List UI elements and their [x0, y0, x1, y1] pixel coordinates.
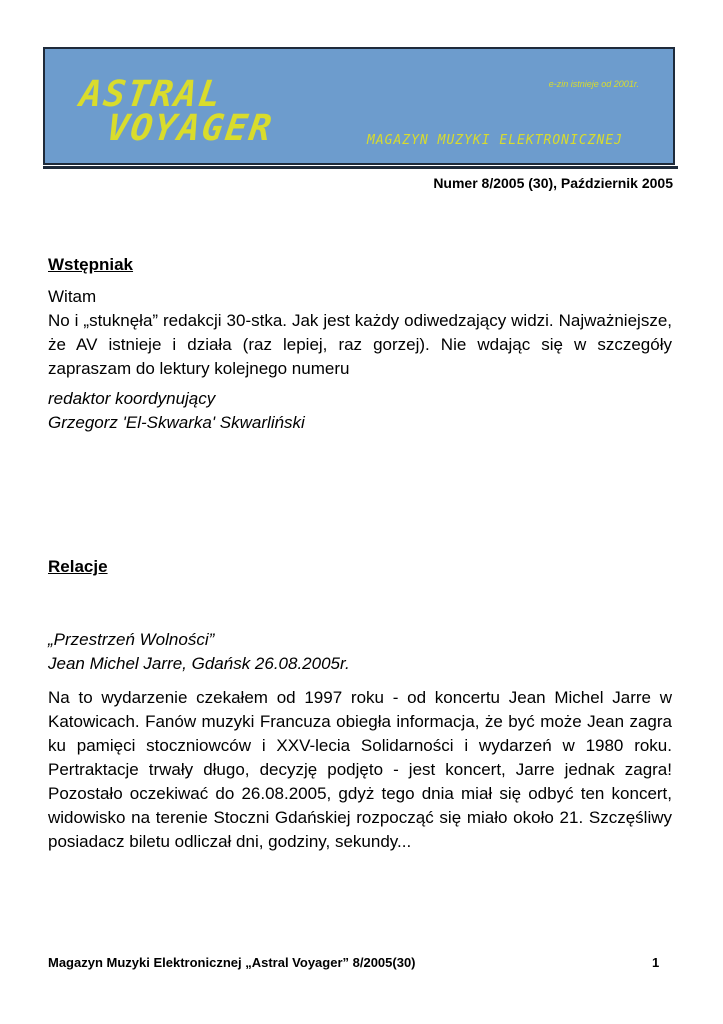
- article-title: „Przestrzeń Wolności”: [48, 630, 215, 649]
- editorial-section: [48, 255, 672, 435]
- article-subtitle: Jean Michel Jarre, Gdańsk 26.08.2005r.: [48, 654, 350, 673]
- logo-voyager: VOYAGER: [104, 108, 276, 149]
- article-body: Na to wydarzenie czekałem od 1997 roku - od koncertu Jean Michel Jarre w Katowicach. Fanów muzyki Francuza obiegła informacja, że być może Jean zagra ku pamięci stoczniowców i XXV-lecia Solidarności i wydarzeń w 1980 roku. Pertraktacje trwały długo, decyzję podjęto - jest koncert, Jarre jednak zagra! Pozostało oczekiwać do 26.08.2005, gdyż tego dnia miał się odbyć ten koncert, widowisko na terenie Stoczni Gdańskiej rozpocząć się miało około 21. Szczęśliwy posiadacz biletu odliczał dni, godziny, sekundy...: [48, 688, 672, 851]
- editorial-greeting: Witam: [48, 287, 97, 306]
- signature-name: Grzegorz 'El-Skwarka' Skwarliński: [48, 413, 305, 432]
- editorial-heading: Wstępniak: [48, 255, 134, 274]
- article: [48, 628, 672, 854]
- footer-text: Magazyn Muzyki Elektronicznej „Astral Voyager” 8/2005(30): [48, 955, 416, 970]
- banner-divider: [43, 166, 678, 169]
- reports-section: [48, 557, 672, 577]
- reports-heading: Relacje: [48, 557, 108, 576]
- signature-role: redaktor koordynujący: [48, 389, 216, 408]
- editorial-body: No i „stuknęła” redakcji 30-stka. Jak jest każdy odiwedzający widzi. Najważniejsze, że AV istnieje i działa (raz lepiej, raz gorzej). Nie wdając się w szczegóły zapraszam do lektury kolejnego numeru: [48, 311, 672, 378]
- logo-astral: ASTRAL: [77, 74, 225, 115]
- header-banner: [43, 47, 675, 165]
- magazine-title: MAGAZYN MUZYKI ELEKTRONICZNEJ: [367, 133, 623, 148]
- page-number: 1: [652, 955, 660, 970]
- issue-line: Numer 8/2005 (30), Październik 2005: [433, 175, 673, 191]
- banner-tagline: e-zin istnieje od 2001r.: [548, 79, 639, 89]
